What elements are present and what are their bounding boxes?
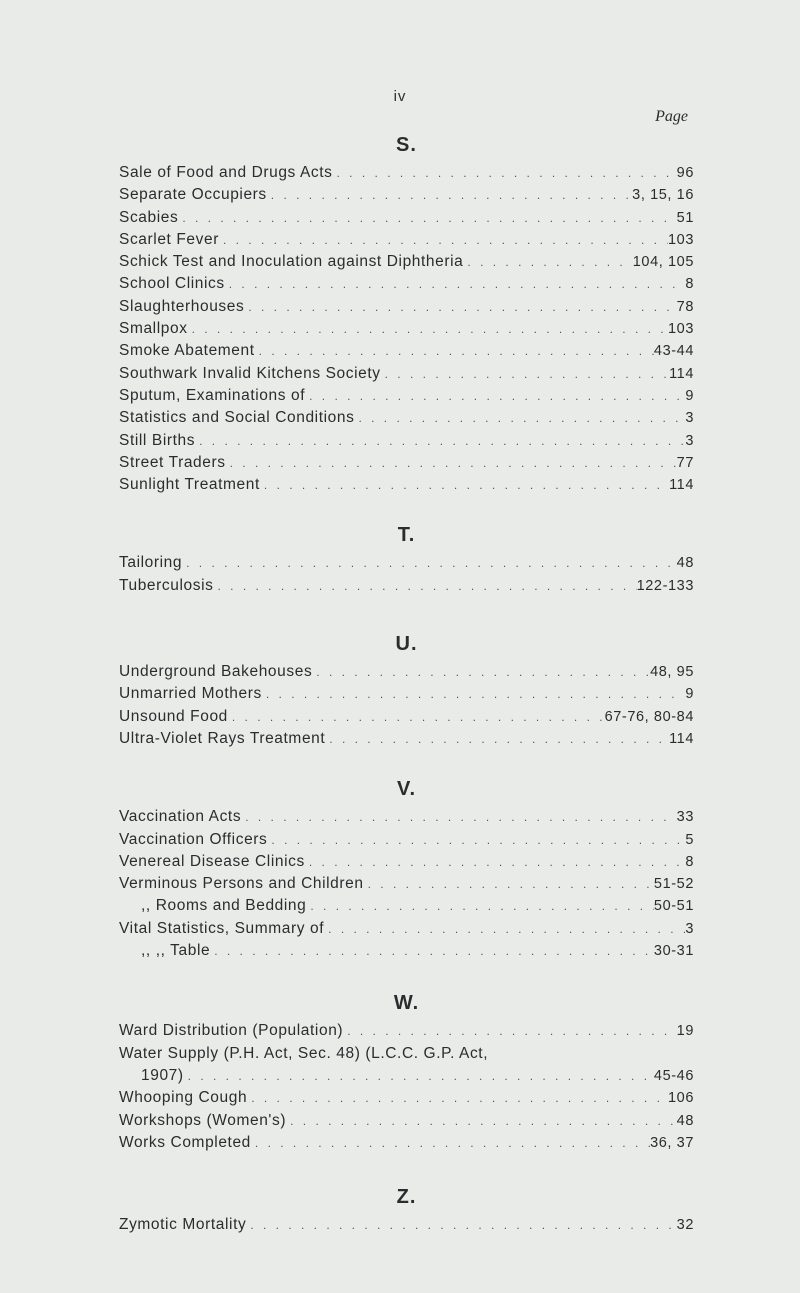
entry-term: School Clinics bbox=[119, 275, 225, 293]
entry-pages: 114 bbox=[669, 477, 694, 494]
index-entry bbox=[119, 940, 694, 962]
entry-term: Scarlet Fever bbox=[119, 230, 219, 248]
index-entry bbox=[119, 296, 694, 318]
entry-term: Street Traders bbox=[119, 453, 226, 471]
leader-dots bbox=[178, 207, 676, 229]
leader-dots bbox=[255, 340, 654, 362]
index-entry bbox=[119, 683, 694, 705]
entry-term: Zymotic Mortality bbox=[119, 1216, 247, 1234]
entry-term: Smoke Abatement bbox=[119, 342, 255, 360]
page-number: iv bbox=[393, 88, 407, 105]
index-entry bbox=[119, 575, 694, 597]
entry-term: Sputum, Examinations of bbox=[119, 386, 306, 404]
index-entry bbox=[119, 251, 694, 273]
leader-dots bbox=[241, 806, 676, 828]
entry-pages: 3, 15, 16 bbox=[632, 187, 694, 204]
entry-term: Vaccination Officers bbox=[119, 830, 268, 848]
entry-pages: 50-51 bbox=[653, 898, 694, 915]
entry-pages: 3 bbox=[685, 432, 694, 449]
entry-pages: 67-76, 80-84 bbox=[604, 708, 694, 725]
leader-dots bbox=[325, 728, 669, 750]
entry-pages: 8 bbox=[685, 853, 694, 870]
index-entry bbox=[119, 1110, 694, 1132]
index-entry bbox=[119, 340, 694, 362]
section-spacer bbox=[119, 962, 694, 986]
entry-pages: 106 bbox=[668, 1090, 694, 1107]
entry-pages: 78 bbox=[676, 298, 694, 315]
entry-term: Workshops (Women's) bbox=[119, 1111, 287, 1129]
index-entry bbox=[119, 895, 694, 917]
index-list bbox=[119, 128, 694, 1236]
index-entry bbox=[119, 806, 694, 828]
section-letter-z: Z. bbox=[396, 1186, 417, 1209]
section-spacer bbox=[119, 1154, 694, 1180]
entry-pages: 8 bbox=[685, 276, 694, 293]
section-spacer bbox=[119, 496, 694, 518]
entry-term: Ultra-Violet Rays Treatment bbox=[119, 729, 326, 747]
section-z-entries bbox=[119, 1214, 694, 1236]
index-entry bbox=[119, 706, 694, 728]
leader-dots bbox=[225, 273, 686, 295]
entry-pages: 96 bbox=[676, 165, 694, 181]
entry-term: Still Births bbox=[119, 431, 196, 449]
section-spacer bbox=[119, 597, 694, 627]
page-column-heading: Page bbox=[655, 108, 688, 125]
entry-term: Slaughterhouses bbox=[119, 297, 245, 315]
leader-dots bbox=[343, 1020, 676, 1042]
index-entry bbox=[119, 273, 694, 295]
leader-dots bbox=[260, 474, 669, 496]
leader-dots bbox=[305, 385, 685, 407]
index-entry bbox=[119, 207, 694, 229]
leader-dots bbox=[226, 452, 677, 474]
entry-term: Works Completed bbox=[119, 1133, 251, 1151]
entry-term: Verminous Persons and Children bbox=[119, 875, 364, 893]
index-entry bbox=[119, 661, 694, 683]
entry-term: Schick Test and Inoculation against Diphtheria bbox=[119, 253, 464, 271]
index-entry bbox=[119, 1065, 694, 1087]
leader-dots bbox=[364, 873, 654, 895]
index-entry bbox=[119, 918, 694, 940]
entry-pages: 104, 105 bbox=[632, 254, 694, 271]
leader-dots bbox=[267, 184, 632, 206]
section-w-entries bbox=[119, 1020, 694, 1154]
leader-dots bbox=[210, 940, 654, 962]
section-letter-w: W. bbox=[393, 992, 420, 1015]
entry-pages: 114 bbox=[669, 730, 694, 747]
leader-dots bbox=[244, 296, 676, 318]
entry-pages: 9 bbox=[685, 686, 694, 703]
section-u-entries bbox=[119, 661, 694, 750]
leader-dots bbox=[188, 318, 668, 340]
index-entry bbox=[119, 184, 694, 206]
section-t-entries bbox=[119, 552, 694, 597]
leader-dots bbox=[251, 1132, 650, 1154]
leader-dots bbox=[247, 1087, 668, 1109]
index-entry bbox=[119, 474, 694, 496]
entry-term: Underground Bakehouses bbox=[119, 663, 313, 681]
entry-term: Unsound Food bbox=[119, 707, 228, 725]
leader-dots bbox=[324, 918, 685, 940]
entry-pages: 103 bbox=[668, 231, 694, 248]
entry-pages: 103 bbox=[668, 321, 694, 338]
index-entry bbox=[119, 851, 694, 873]
section-letter-v: V. bbox=[396, 778, 417, 801]
entry-term: Sale of Food and Drugs Acts bbox=[119, 164, 333, 181]
entry-pages: 48 bbox=[676, 555, 694, 572]
leader-dots bbox=[306, 895, 654, 917]
leader-dots bbox=[219, 229, 668, 251]
entry-pages: 36, 37 bbox=[650, 1134, 694, 1151]
entry-term: ,, Rooms and Bedding bbox=[141, 897, 307, 915]
entry-pages: 51 bbox=[676, 209, 694, 226]
entry-pages: 122-133 bbox=[636, 577, 694, 594]
entry-pages: 45-46 bbox=[653, 1067, 694, 1084]
index-entry bbox=[119, 1214, 694, 1236]
section-s-entries bbox=[119, 162, 694, 496]
section-v-entries bbox=[119, 806, 694, 962]
leader-dots bbox=[262, 683, 685, 705]
index-entry bbox=[119, 318, 694, 340]
entry-pages: 3 bbox=[685, 920, 694, 937]
entry-pages: 9 bbox=[685, 387, 694, 404]
leader-dots bbox=[195, 430, 685, 452]
entry-pages: 33 bbox=[676, 809, 694, 826]
entry-term: Water Supply (P.H. Act, Sec. 48) (L.C.C. G.P. Act, bbox=[119, 1044, 489, 1062]
entry-term: Unmarried Mothers bbox=[119, 685, 262, 703]
leader-dots bbox=[267, 829, 685, 851]
index-entry bbox=[119, 363, 694, 385]
index-entry bbox=[119, 829, 694, 851]
index-entry bbox=[119, 1132, 694, 1154]
index-entry bbox=[119, 1087, 694, 1109]
leader-dots bbox=[305, 851, 685, 873]
entry-term: Ward Distribution (Population) bbox=[119, 1022, 344, 1040]
entry-pages: 48 bbox=[676, 1112, 694, 1129]
entry-pages: 3 bbox=[685, 410, 694, 427]
index-entry bbox=[119, 452, 694, 474]
leader-dots bbox=[463, 251, 632, 273]
entry-term: Scabies bbox=[119, 208, 179, 226]
section-spacer bbox=[119, 750, 694, 772]
index-entry bbox=[119, 873, 694, 895]
entry-term: Southwark Invalid Kitchens Society bbox=[119, 364, 381, 382]
leader-dots bbox=[354, 407, 685, 429]
entry-pages: 5 bbox=[685, 831, 694, 848]
section-letter-s: S. bbox=[396, 134, 417, 156]
index-entry bbox=[119, 1020, 694, 1042]
index-entry bbox=[119, 385, 694, 407]
entry-pages: 19 bbox=[676, 1023, 694, 1040]
leader-dots bbox=[228, 706, 605, 728]
index-entry bbox=[119, 407, 694, 429]
index-entry bbox=[119, 162, 694, 184]
entry-term: Vital Statistics, Summary of bbox=[119, 919, 325, 937]
index-entry bbox=[119, 1043, 694, 1065]
entry-term: Statistics and Social Conditions bbox=[119, 409, 355, 427]
index-entry bbox=[119, 229, 694, 251]
entry-term: Vaccination Acts bbox=[119, 808, 242, 826]
section-letter-t: T. bbox=[397, 524, 416, 547]
entry-term: Separate Occupiers bbox=[119, 186, 267, 204]
entry-pages: 48, 95 bbox=[650, 664, 694, 681]
entry-pages: 51-52 bbox=[653, 876, 694, 893]
index-entry bbox=[119, 552, 694, 574]
leader-dots bbox=[333, 162, 677, 184]
section-letter-u: U. bbox=[395, 633, 418, 656]
leader-dots bbox=[184, 1065, 654, 1087]
leader-dots bbox=[381, 363, 669, 385]
entry-term: Tuberculosis bbox=[119, 576, 214, 594]
leader-dots bbox=[286, 1110, 677, 1132]
entry-term: Tailoring bbox=[119, 554, 183, 572]
entry-pages: 114 bbox=[669, 365, 694, 382]
entry-term: Whooping Cough bbox=[119, 1089, 248, 1107]
leader-dots bbox=[182, 552, 677, 574]
entry-term: 1907) bbox=[141, 1066, 184, 1084]
entry-term: Smallpox bbox=[119, 320, 188, 338]
leader-dots bbox=[214, 575, 637, 597]
entry-pages: 43-44 bbox=[653, 343, 694, 360]
leader-dots bbox=[312, 661, 650, 683]
entry-pages: 32 bbox=[676, 1217, 694, 1234]
entry-term: ,, ,, Table bbox=[141, 942, 211, 960]
leader-dots bbox=[246, 1214, 676, 1236]
entry-term: Sunlight Treatment bbox=[119, 476, 260, 494]
index-entry bbox=[119, 430, 694, 452]
entry-pages: 77 bbox=[676, 454, 694, 471]
entry-term: Venereal Disease Clinics bbox=[119, 852, 305, 870]
entry-pages: 30-31 bbox=[653, 943, 694, 960]
index-entry bbox=[119, 728, 694, 750]
